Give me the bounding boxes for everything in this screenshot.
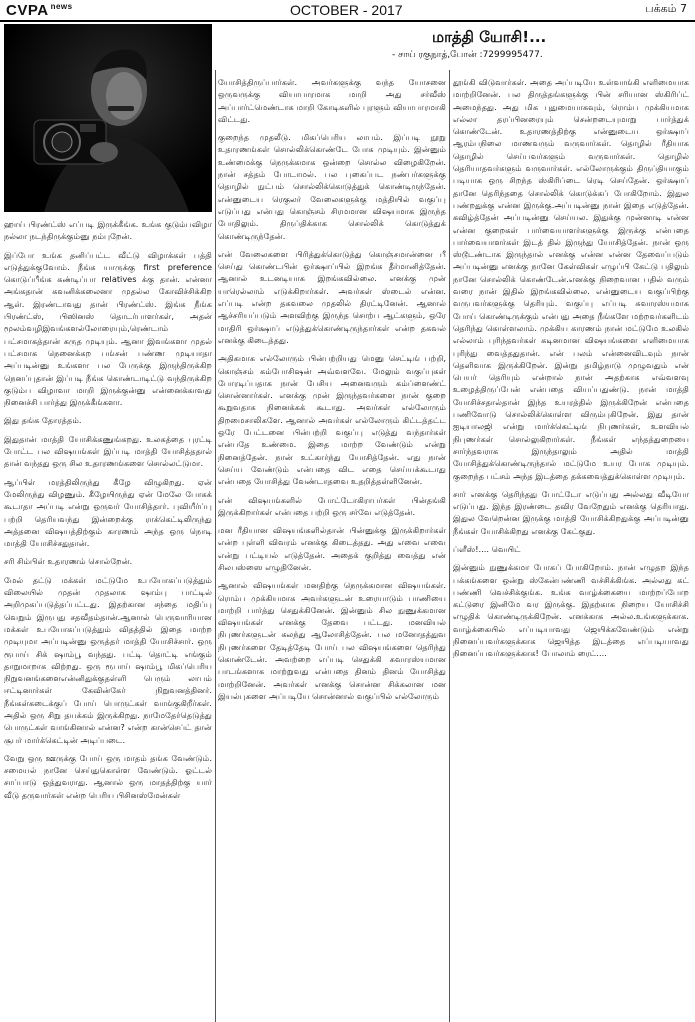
article-title: மாத்தி யோசி!... [432,28,547,46]
paragraph: இப்போ உங்க தனிப்பட்ட வீட்டு விழாக்கள் பத்தி எடுத்துக்குவோம். நீங்க யாருக்கு first preference கொடுப்பீங்க கண்டிப்பா relatives க்கு தான். என்னா அங்கதான் கவனிக்கலைனா முதல்ல கோவிச்சிக்கிற ஆள். இரண்டாவது தான் பிரண்ட்ஸ். இங்க நீங்க பிரண்ட்ஸ், பிஸினஸ் தொடர்பாளர்கள், அதன் மூலம்வழிஇவங்களல்லோரையும்,ரெண்டாம் பட்சமாகத்தான் கருத முடியும். ஆனா இவங்களா முதல் பட்சமாக நெனைக்கற பங்சன் பண்ண முடியாதா அப்படின்னு உங்களா பல பேருக்கு இருந்திருக்கிற நெனப்புதான் இப்படி நீங்க கொண்டாடிட்டு வந்திருக்கிற குடும்ப விழாவா மாறி இருக்குன்னு என்னைக்காவது நினைச்சி பார்த்து இருக்கீங்களா. [4,249,212,408]
author-photo [4,24,212,212]
photographer-icon [4,24,212,212]
publication-logo: CVPA $^{news}$ [6,2,73,19]
paragraph: என் வேலைகளை பிரித்துக்கொடுத்து கொஞ்சமான்னை பீ செய்து கொண்டபின் ஒர்க்ஷாப்பில் இறங்க தீர்மானித்தேன். ஆனால் உடனடியாக இறங்கவில்லை. எனக்கு முன் யாரெல்லாம் எடுக்கிறார்கள். அவர்கள் ஸ்டைல் என்ன. எப்படி என்ற தகவலை முதலில் திரட்டினேன். ஆனால் ஆச்சரியப்படும் அளவிற்கு இருந்த சொற்ப ஆட்களும், ஒரே மாதிரி ஒர்க்ஷாப் எடுத்துக்கொண்டிருந்தார்கள் என்ற தகவல் எனக்கு கிடைத்தது. [218,248,446,345]
issue-date: OCTOBER - 2017 [290,2,403,18]
paragraph: சரி சிம்பிள் உதாரணம் சொல்றேன். [4,556,133,567]
paragraph: ஆனால் விஷயங்கள் மனதிற்கு நெருக்கமான விஷயங்கள். ரொம்ப முக்கியமாக அவர்களுடன் உரையாடும் பாணியை மாற்றி பார்த்து செதுக்கினேன். இன்னும் சில நுணுக்கமான விஷயங்கள் எனக்கு தேவை பட்டது. மனவியல் நிபுணர்களுடன் கலந்து ஆலோசித்தேன். பல மனோதத்துவ நிபுணர்களை தேடித்தேடி போய் பல விஷயங்களை தெரிந்து கொண்டேன். அவற்றை எப்படி செதுக்கி சுவாரஸ்யமான பாடங்களாக மாற்றுவது என்பதை தினம் தினம் யோசித்து மாற்றினேன். அவர்கள் எனக்கு சொன்ன சிக்கலான மன இயல்புகளை அப்படியே சொன்னால் வகுப்பில் எல்லோரும் [218,580,446,701]
paragraph: மன ரீதியான விஷயங்களில்தான் பின்னுக்கு இருக்கிறார்கள் என்ற புள்ளி விவரம் எனக்கு கிடைத்தது. அது எவை எவை என்று பட்டியல் எடுத்தேன். அதைக் குறித்து வைத்து என் சிலபஸ்ஸை எழுதினேன். [218,525,446,572]
paragraph: இது தங்க தோரத்தம். [4,415,82,426]
paragraph: குறைந்த முதலீடு. மிகப்பெரிய லாபம். இப்படி நூறு உதாரணங்கள் சொல்லிக்கொண்டே போக முடியும். இன்னும் உண்மைக்கு நெருக்கமாக ஒன்றை சொல்ல விழைகிறேன். நான் சத்தம் போடாமல். பல புகைப்பட நண்பர்களுக்கு தொழில் நுட்பம் சொல்லிக்கொடுத்துக் கொண்டிருந்தேன். என்னுடைய ரெகுலர் வேலைகளுக்கு மத்தியில் வகுப்பு எடுப்பது என்பது கொஞ்சம் சிரமமான விஷயமாக இருந்த போதிலும். திருப்திக்காக சொல்லிக் கொடுத்துக் கொண்டிருந்தேன். [218,132,446,241]
paragraph: மேல் தட்டு மக்கள் மட்டுமே உபயோகப்படுத்தும் விலையில் முதன் முதலாக ஷாம்பு பாட்டில் அறிமுகப்படுத்தப்பட்டது. இதற்கான சந்தை மதிப்பு வெறும் இருபது சதவீதம்தான்.ஆனால் பெருவாரியான மக்கள் உபயோகப்படுத்தும் விதத்தில் இதை மாற்ற முடியுமா அப்படின்னு ஒருத்தர் மாத்தி யோசிச்சார். ஒரு ரூபாய் சிக் ஷாம்பூ வந்தது. பட்டி தொட்டி எங்கும் தாறுமாறாக விற்றது. ஒரு ரூபாய் ஷாம்பூ மிகப்பெரிய நிறுவனங்களைஎன்னிதுக்குதள்ளி பெரும் லாபம் ஈட்டினார்கள் கேவின்கேர் நிறுவனத்தினர். நீங்கள்கடைக்குப் போய் பொருட்கள் வாங்குகிறீர்கள். அதில் ஒரு சிறு தயக்கம் இருக்கிறது. நாமேதேர்தெடுத்து பொருட்கள் வாங்கினால் என்ன? என்ற கான்செப்ட் தான் சூபர் மார்க்கெட்டின் அடிப்படை. [4,574,212,745]
paragraph: அதிகமாக எல்லோரும் பின்பற்றியது மெனு செட்டிங் பற்றி, கொஞ்சம் கம்போசிஷன் அவ்வளவே. மேலும் வகுப்புகள் போரடிப்பதாக நான் பேசிய அனைவரும் கம்ப்ளைண்ட் சொன்னார்கள். எனக்கு முன் இருந்தவர்களை நான் குறை கூறுவதாக நினைக்கக் கூடாது. அவர்கள் எல்லோரும் திறமைசாலிகளே. ஆனால் அவர்கள் எல்லோரும் கிட்டத்தட்ட ஒரே பேட்டனை பின்பற்றி வகுப்பு எடுத்து வந்தார்கள் என்பதே உண்மை. இதை மாற்ற வேண்டும் என்று நினைத்தேன். நான் உட்கார்ந்து யோசித்தேன். எது நான் செய்ய வேண்டும் என்பதை விட எதை செய்யக்கூடாது என்பதை யோசித்து வேண்டாதவை உதறித்தள்ளினேன். [218,353,446,487]
page-header [0,0,695,20]
paragraph: சார் எனக்கு தெரிந்தது போட்டோ எடுப்பது அல்லது வீடியோ எடுப்பது. இந்த இரண்டை தவிர வேறேதும் எனக்கு தெரியாது. இதுல வேறென்ன இருக்கு மாத்தி யோசிக்கிறதுக்கு அப்படின்னு நீங்கள் யோசிக்கிறது எனக்கு கேட்குது. [453,488,689,536]
paragraph: என் விஷயங்களில் போட்டோகிராபர்கள் பின்தங்கி இருக்கிறார்கள் என்பதை பற்றி ஒரு சர்வே எடுத்தேன். [218,494,446,517]
column-divider [449,70,450,1022]
page-number: பக்கம் 7 [645,2,687,15]
article-column-2 [218,76,446,708]
paragraph: யோசித்திருப்பார்கள். அவர்களுக்கு வந்த யோசனை ஒருவருக்கு வியாபாரமாக மாறி அது சர்வீஸ் அப்பார்ட்மெண்டாக மாறி கோடிகளில் புரளும் வியாபாரமாகி விட்டது. [218,77,446,124]
article-byline: - சாய் ரகுநாத்,போன் :7299995477. [392,50,543,60]
paragraph: ஹாய் பிரண்ட்ஸ் எப்படி இருக்கீங்க. உங்க குடும்பவிழா நல்லா நடந்திருக்கும்னு நம்புறேன். [4,219,212,242]
paragraph: வேறு ஒரு ஊருக்கு போய் ஒரு மாதம் தங்க வேண்டும். சமையல் நானே செய்துகொள்ள வேண்டும். ஓட்டல் சாப்பாடு ஒத்துவராது. ஆனால் ஒரு மாதத்திற்கு யார் வீடு தருவார்கள் என்ற பெரிய பிசினஸ்மேன்கள் [4,752,212,800]
paragraph: ஆப்பிள் மரத்திலிருந்து கீழே விழுகிறது. ஏன் மேலிருந்து விழணும். கீழேயிருந்து ஏன் மேலே போகக் கூடாதா அப்படி என்று ஒருவர் யோசித்தார். புவியீர்ப்பு பற்றி தெரியவந்து இன்றைக்கு ராக்கெட்டிலிருந்து அத்தனை விஷயத்திற்கும் காரணம் அந்த ஒரு நொடி மாத்தி யோசிச்சதுதான். [4,476,212,549]
article-column-3 [453,76,689,666]
column-divider [215,70,216,1022]
paragraph: ப்ளீஸ்!.... வெயிட் [453,543,521,554]
paragraph: தூங்கி விடுவார்கள். அதை அப்படியே உள்வாங்கி எளிமையாக மாற்றினேன். பல திருத்தங்களுக்கு பின் சரியான ஸ்கிரிப்ட் அமைந்தது. அது மிக புதுமையாகவும், ரொம்ப முக்கியமாக எல்லா தரப்பினரையும் சென்றடையுமாறு பார்த்துக் கொண்டேன். உதாரணத்திற்கு என்னுடைய ஒர்க்ஷாப் ஆரம்பநிலை மாணவரும் வருவார்கள். தொழில் ரீதியாக தொழில் செய்பவர்களும் வருவார்கள். தொழில் தெரியாதவர்களும் வருவார்கள். எல்லோருக்கும் திருப்தியாகும் படியாக ஒரு சிறந்த ஸ்கிரிப்டை ரெடி செய்தேன். ஒர்க்ஷாப் தானே தெரிந்ததை சொல்லிக் கொடுக்கப் போகிறோம். இதுல பண்றதுக்கு என்ன இருக்கு.அப்படின்னு நான் இதை எடுத்தேன். கவிழ்த்தேன் அப்படின்னு செய்யல. இதுக்கு முன்னாடி என்ன என்ன குறைகள் பார்வையாளர்களுக்கு இருக்கு என்பதை பார்வையாளர்கள் இடத் தில் இருந்து யோசித்தேன். நான் ஒரு ஸ்டூடண்டாக இருந்தால் எனக்கு என்ன என்ன தேவைப்படும் அப்படின்னு எனக்கு நானே கேள்விகள் எழுப்பி கேட்டு பதிலும் நானே சொல்லிக் கொண்டேன்.எனக்கு நிறைவான பதில் வரும் வரை நான் இதில் இறங்கவில்லை. என்னுடைய வகுப்பிற்கு வருபவர்களுக்கு தெரியும். வகுப்பு எப்படி சுவாரஸ்யமாக போய் கொண்டிருக்கும் என்பது அதை நீங்களே மற்றவர்களிடம் தெரிந்து கொள்ளலாம். முக்கிய காரணம் நான் மட்டுமே உலகில் எல்லாம் புரிந்தவர்கள் கடினமான விஷயங்களை எளிமையாக புரிந்து வைத்ததுதான். என் பலம் என்னைவிடவும் நான் தெளிவாக இருக்கிறேன். இன்று தமிழ்நாடு முழுவதும் என் பெயர் தெரியும் என்றால் நான் அதற்காக எவ்வளவு உழைத்திருப்பேன் என்பதை வியப்பதுண்டு. நான் மாத்தி யோசிச்சதால்தான் இந்த உயரத்தில் இருக்கிறேன் என்பதை பணிவோடு சொல்லிக்கொள்ள விரும்புகிறேன். இது தான் ஐடியாலஜி என்று மார்க்கெட்டிங் நிபுணர்கள், உளவியல் நிபுணர்கள் சொல்லுகிறார்கள். நீங்கள் எந்தத்துறையை சார்ந்தவராக இருந்தாலும் அதில் மாத்தி யோசித்துக்கொண்டிருந்தால் மட்டுமே உயர போக முடியும். குறைந்த பட்சம் அந்த இடத்தை தக்கவைத்துக்கொள்ள முடியும். [453,77,689,481]
paragraph: இதுதான் மாத்தி யோசிக்கணுங்கறது. உலகத்தை புரட்டி போட்ட பல விஷயங்கள் இப்படி மாத்தி யோசித்ததால் தான் வந்தது ஒரு சில உதாரணங்களை சொல்லட்டுமா. [4,433,212,469]
article-column-1 [4,218,212,807]
paragraph: இன்னும் நுணுக்கமா போகப் போகிறோம். நான் எழுதற இந்த பக்கங்களை ஒன்று ஸ்கேன்பண்ணி வச்சிக்கிங்க. அல்லது கட் பண்ணி வெச்சிக்குங்க. உங்க வாழ்க்கையை மாற்றப்போற கட்டுரை இனிமே வர இருக்கு. இதற்காக நிறைய யோசிச்சி எழுதிக் கொண்டிருக்கிறேன். எனக்காக அல்ல.உங்களுக்காக. வாழ்க்கையில் எப்படியாவது ஜெயிக்கவேண்டும் என்று நினைப்பவர்களுக்காக ஜெயித்த இடத்தை எப்படியாவது நினைப்பவர்களுக்காக! போலாம் ரைட்.... [453,562,689,659]
header-rule [0,20,695,22]
